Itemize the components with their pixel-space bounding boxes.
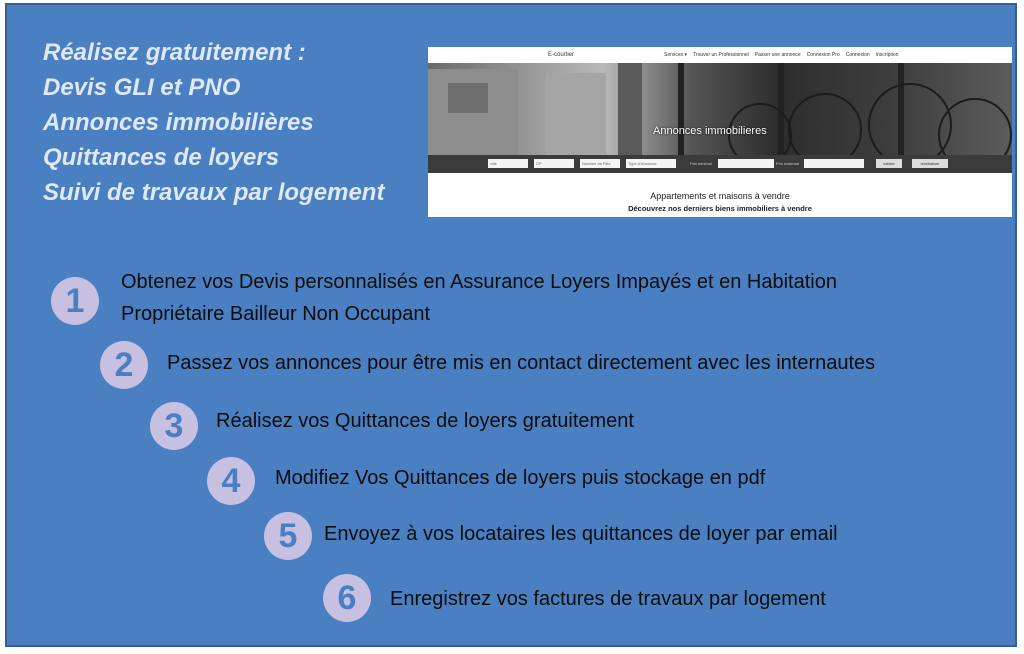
- valider-button: valider: [876, 159, 902, 168]
- site-search-form: [428, 155, 1012, 173]
- headline-line-5: Suivi de travaux par logement: [43, 179, 385, 206]
- hero-bike-wheel: [788, 93, 862, 155]
- ville-select: ville: [488, 159, 528, 168]
- hero-building: [546, 73, 606, 155]
- pieces-select: Nombre de Pièc: [580, 159, 620, 168]
- step-4-number-icon: 4: [207, 457, 255, 505]
- step-3-text: Réalisez vos Quittances de loyers gratuitement: [216, 410, 634, 432]
- cp-select: CP: [534, 159, 574, 168]
- step-4-text: Modifiez Vos Quittances de loyers puis stockage en pdf: [275, 467, 766, 489]
- headline-line-1: Réalisez gratuitement :: [43, 39, 306, 66]
- prix-max-label: Prix maximal: [776, 161, 799, 166]
- step-1-text-line-1: Obtenez vos Devis personnalisés en Assurance Loyers Impayés et en Habitation: [121, 271, 837, 293]
- site-nav-links: [664, 52, 898, 58]
- nav-login-pro: Connexion Pro: [806, 52, 840, 58]
- nav-signup: Inscription: [875, 52, 899, 58]
- site-section-title: Appartements et maisons à vendre: [650, 191, 790, 201]
- headline-line-2: Devis GLI et PNO: [43, 74, 241, 101]
- reset-button: reinitialiser: [912, 159, 948, 168]
- site-section-subtitle: Découvrez nos derniers biens immobiliers à vendre: [628, 204, 812, 213]
- step-6-number-icon: 6: [323, 574, 371, 622]
- site-hero-image: [428, 63, 1012, 155]
- step-5-number-icon: 5: [264, 512, 312, 560]
- headline-line-4: Quittances de loyers: [43, 144, 280, 171]
- hero-title: Annonces immobilieres: [653, 125, 767, 137]
- prix-min-input: [718, 159, 774, 168]
- type-select: Type d'Annonce: [626, 159, 676, 168]
- hero-building: [448, 83, 488, 113]
- headline-line-3: Annonces immobilières: [43, 109, 314, 136]
- hero-pole: [618, 63, 642, 155]
- nav-post-ad: Passer une annonce: [754, 52, 801, 58]
- prix-min-label: Prix minimal: [690, 161, 712, 166]
- hero-pillar: [678, 63, 684, 155]
- nav-login: Connexion: [845, 52, 870, 58]
- prix-max-input: [804, 159, 864, 168]
- site-brand: E-courtier: [548, 52, 575, 58]
- hero-bike-wheel: [938, 98, 1012, 155]
- step-2-text: Passez vos annonces pour être mis en contact directement avec les internautes: [167, 352, 876, 374]
- step-1-text-line-2: Propriétaire Bailleur Non Occupant: [121, 303, 431, 325]
- step-5-text: Envoyez à vos locataires les quittances de loyer par email: [324, 523, 838, 545]
- nav-find-pro: Trouver un Professionnel: [693, 52, 749, 58]
- website-screenshot: [428, 47, 1012, 217]
- step-1-number-icon: 1: [51, 277, 99, 325]
- headline: [43, 35, 384, 210]
- info-slide: [5, 3, 1017, 647]
- site-navbar: [428, 47, 1012, 63]
- nav-services: Services ▾: [664, 52, 688, 58]
- step-2-number-icon: 2: [100, 341, 148, 389]
- step-3-number-icon: 3: [150, 402, 198, 450]
- step-6-text: Enregistrez vos factures de travaux par logement: [390, 588, 826, 610]
